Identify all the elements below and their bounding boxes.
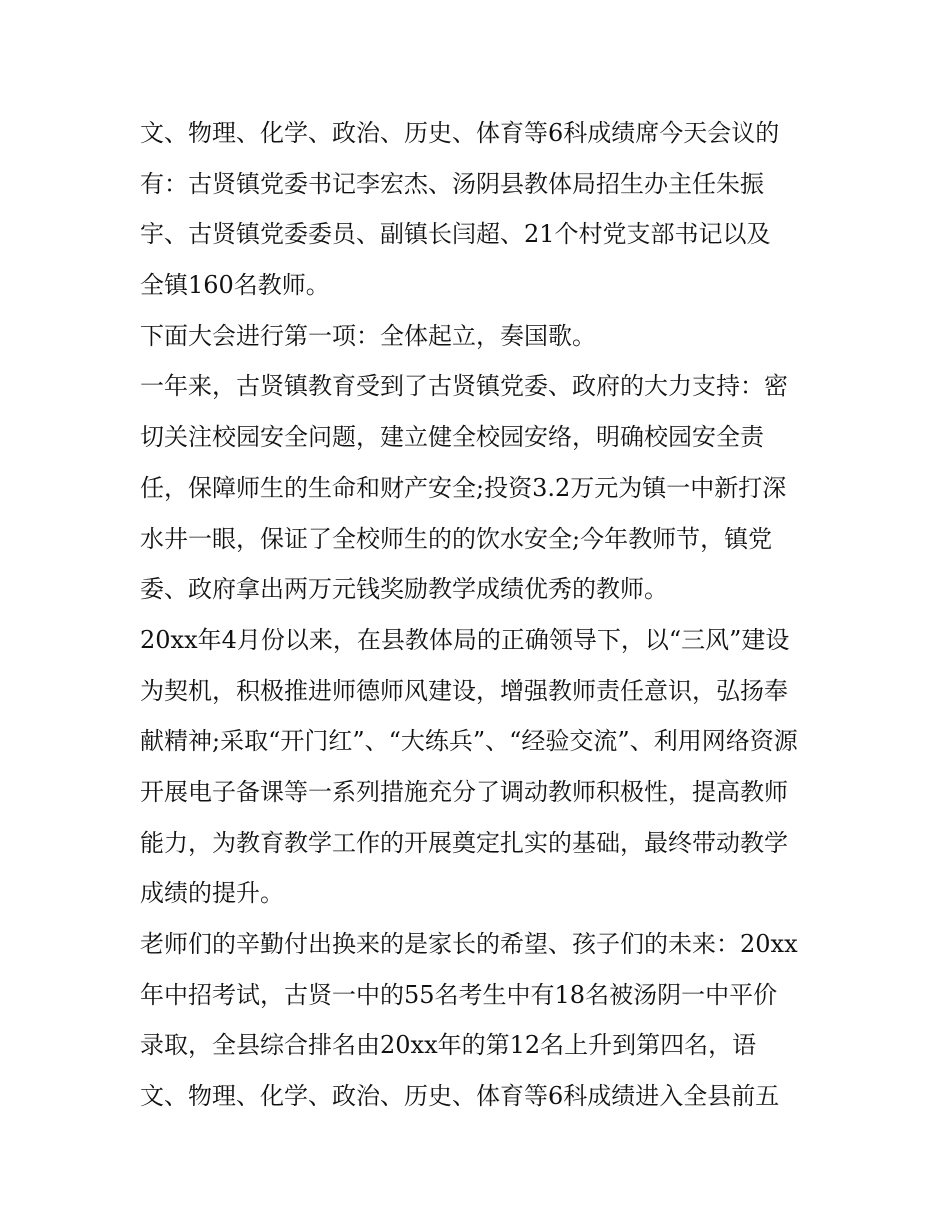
text-line: 委、政府拿出两万元钱奖励教学成绩优秀的教师。	[140, 575, 668, 604]
text-line: 年中招考试，古贤一中的55名考生中有18名被汤阴一中平价	[140, 980, 778, 1009]
text-line: 一年来，古贤镇教育受到了古贤镇党委、政府的大力支持：密	[140, 372, 788, 401]
text-line: 文、物理、化学、政治、历史、体育等6科成绩进入全县前五	[140, 1082, 780, 1111]
text-line: 有：古贤镇党委书记李宏杰、汤阴县教体局招生办主任朱振	[140, 169, 764, 198]
text-line: 能力，为教育教学工作的开展奠定扎实的基础，最终带动教学	[140, 828, 788, 857]
text-line: 水井一眼，保证了全校师生的的饮水安全;今年教师节，镇党	[140, 524, 773, 553]
text-line: 任，保障师生的生命和财产安全;投资3.2万元为镇一中新打深	[140, 473, 787, 502]
text-line: 全镇160名教师。	[140, 271, 330, 300]
text-line: 宇、古贤镇党委委员、副镇长闫超、21个村党支部书记以及	[140, 220, 771, 249]
text-line: 成绩的提升。	[140, 879, 284, 908]
text-line: 为契机，积极推进师德师风建设，增强教师责任意识，弘扬奉	[140, 676, 788, 705]
text-line: 下面大会进行第一项：全体起立，奏国歌。	[140, 321, 596, 350]
text-line: 开展电子备课等一系列措施充分了调动教师积极性，提高教师	[140, 777, 788, 806]
text-line: 20xx年4月份以来，在县教体局的正确领导下，以“三风”建设	[140, 625, 790, 654]
text-line: 献精神;采取“开门红”、“大练兵”、“经验交流”、利用网络资源	[140, 727, 798, 756]
text-line: 老师们的辛勤付出换来的是家长的希望、孩子们的未来：20xx	[140, 930, 798, 958]
document-body	[140, 108, 820, 1122]
text-line: 录取，全县综合排名由20xx年的第12名上升到第四名，语	[140, 1031, 757, 1060]
text-line: 切关注校园安全问题，建立健全校园安络，明确校园安全责	[140, 423, 764, 452]
text-line: 文、物理、化学、政治、历史、体育等6科成绩席今天会议的	[140, 119, 780, 147]
